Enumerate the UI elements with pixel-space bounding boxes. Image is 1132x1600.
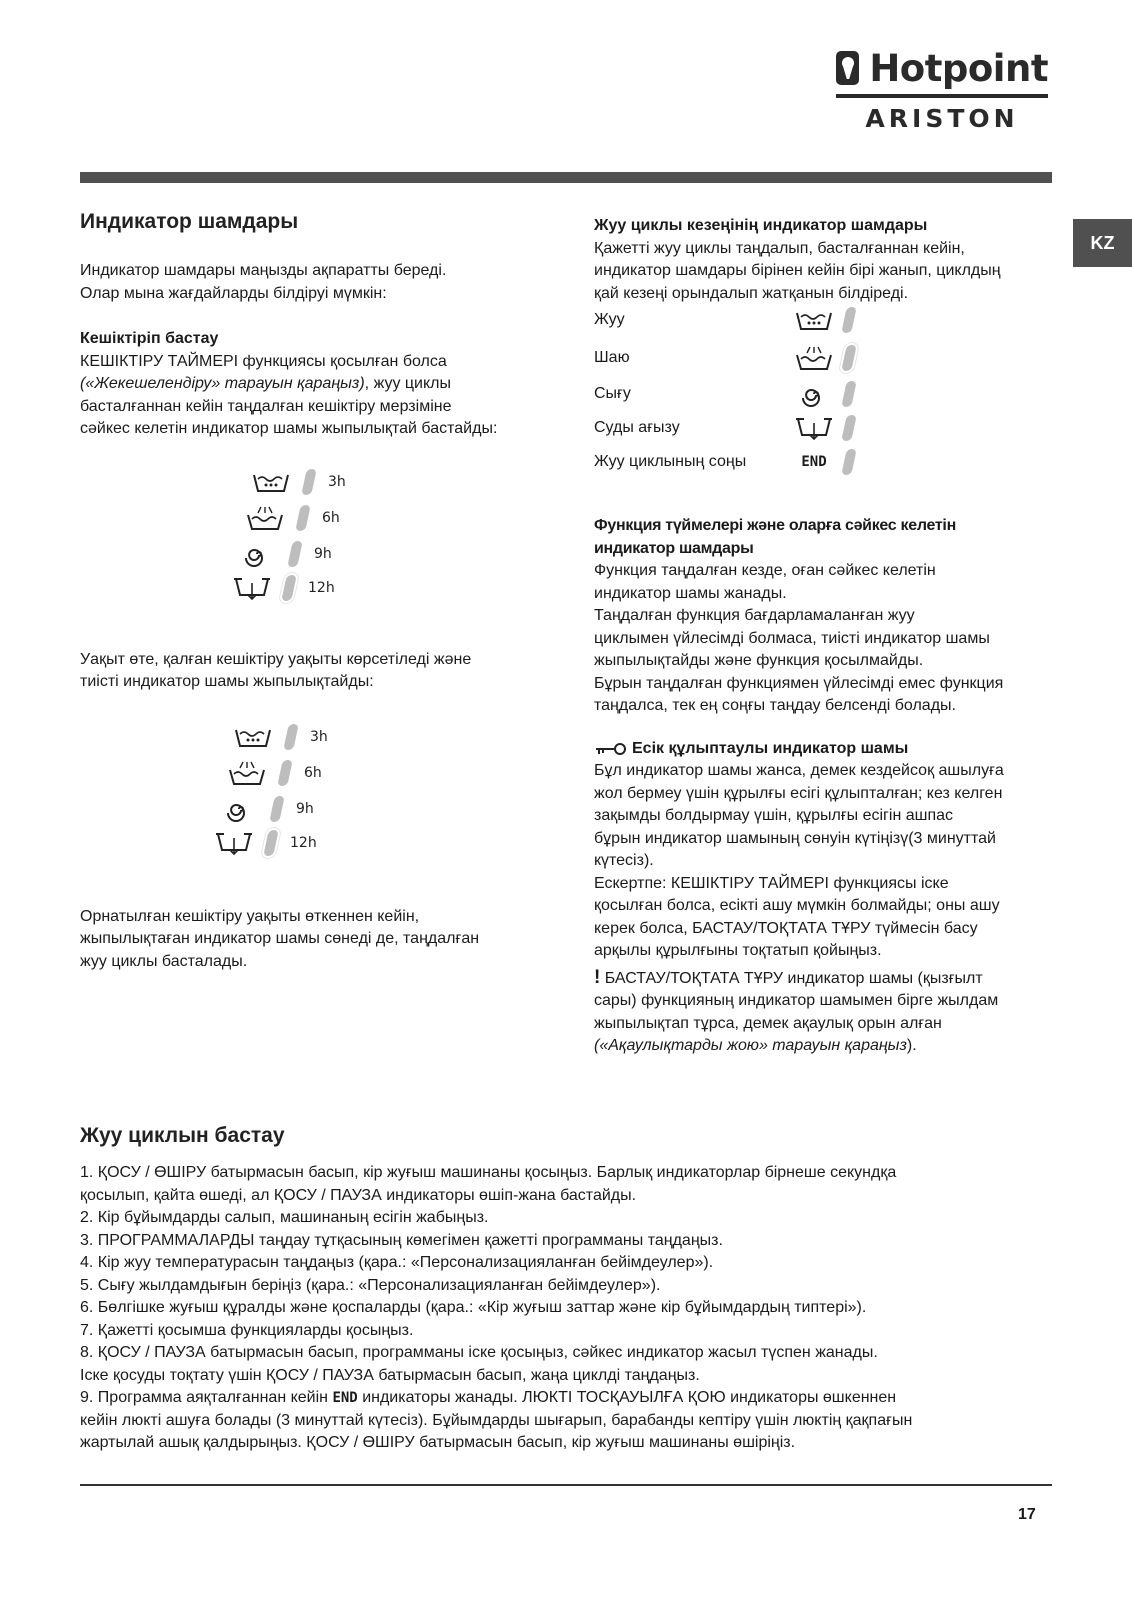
indicator-light <box>283 724 299 750</box>
phase-row-rinse <box>594 343 854 373</box>
phase-label: Жуу <box>594 311 625 328</box>
page-number: 17 <box>1018 1506 1036 1523</box>
text-line: жыпылықтайды және функция қосылмайды. <box>594 652 924 669</box>
step-line: 4. Кір жуу температурасын таңдаңыз (қара.: «Персонализацияланған бейімдеулер»). <box>80 1254 714 1271</box>
phase-icon-cell <box>784 309 844 331</box>
text-line: циклымен үйлесімді болмаса, тиісті индикатор шамы <box>594 629 990 647</box>
step-line: 2. Кір бұйымдарды салып, машинаның есігін жабыңыз. <box>80 1209 489 1226</box>
key-icon <box>594 741 628 757</box>
text-line: арқылы құрылғыны тоқтатып қойыңыз. <box>594 942 882 959</box>
hotpoint-logo-icon <box>836 51 859 85</box>
text-line: Ескертпе: КЕШІКТІРУ ТАЙМЕРІ функциясы іске <box>594 874 949 892</box>
time-passing-text <box>80 649 550 694</box>
text-line: бұрын индикатор шамының сөнуін күтіңізү(3 минуттай <box>594 829 996 847</box>
step-line: қосылып, қайта өшеді, ал ҚОСУ / ПАУЗА индикаторы өшіп-жана бастайды. <box>80 1186 637 1204</box>
timer-label: 6h <box>322 509 340 526</box>
timer-row <box>224 792 314 826</box>
brand-name: Hotpoint <box>869 46 1048 90</box>
header-bar <box>80 172 1052 183</box>
intro-text <box>80 260 550 305</box>
phase-row-wash <box>594 305 854 335</box>
text-line: Функция таңдалған кезде, оған сәйкес келетін <box>594 562 936 579</box>
text-line: Бұрын таңдалған функциямен үйлесімді емес функция <box>594 674 1004 692</box>
timer-label: 3h <box>328 473 346 490</box>
drain-icon <box>214 830 254 856</box>
lock-text <box>594 760 1054 963</box>
indicator-light <box>295 505 311 531</box>
delay-text <box>80 351 550 441</box>
text-line: сары) функцияның индикатор шамымен бірге жылдам <box>594 992 999 1009</box>
drain-icon <box>794 415 834 441</box>
indicator-light-blinking <box>263 830 279 856</box>
phase-indicator-list <box>594 305 1054 481</box>
indicator-light <box>287 541 303 567</box>
rinse-icon <box>795 345 833 371</box>
timer-label: 9h <box>314 545 332 562</box>
brand-subname: ARISTON <box>865 104 1019 133</box>
text-line: жыпылықтаған индикатор шамы сөнеді де, таңдалған <box>80 930 480 947</box>
text-line: индикатор шамы жанады. <box>594 584 787 602</box>
delay-line: сәйкес келетін индикатор шамы жыпылықтай бастайды: <box>80 420 498 437</box>
phase-label: Шаю <box>594 349 630 366</box>
indicator-light <box>269 796 285 822</box>
phase-label: Жуу циклының соңы <box>594 453 747 470</box>
indicator-light <box>301 469 317 495</box>
delay-line: КЕШІКТІРУ ТАЙМЕРІ функциясы қосылған болса <box>80 352 447 370</box>
intro-line: Олар мына жағдайларды білдіруі мүмкін: <box>80 284 387 302</box>
phase-icon-cell <box>784 454 844 470</box>
timer-row <box>252 465 346 499</box>
delay-line: басталғаннан кейін таңдалған кешіктіру мерзіміне <box>80 397 452 415</box>
phase-label: Суды ағызу <box>594 419 680 436</box>
wash-icon <box>252 471 290 493</box>
after-delay-text <box>80 906 550 974</box>
text-line: зақымды болдырмау үшін, құрылғы есігін ашпас <box>594 807 954 824</box>
text-line: Функция түймелері және оларға сәйкес келетін <box>594 517 956 534</box>
text-line: БАСТАУ/ТОҚТАТА ТҰРУ индикатор шамы (қызғылт <box>600 969 983 987</box>
timer-label: 12h <box>290 834 317 851</box>
text-line: жыпылықтап тұрса, демек ақаулық орын алған <box>594 1014 942 1032</box>
text-line: жол бермеу үшін құрылғы есігі құлыпталған; кез келген <box>594 784 1003 802</box>
step-line: 8. ҚОСУ / ПАУЗА батырмасын басып, программаны іске қосыңыз, сәйкес индикатор жасыл түспен жанады. <box>80 1344 878 1361</box>
indicator-light <box>841 449 857 475</box>
section-title-start: Жуу циклын бастау <box>80 1124 285 1147</box>
right-column <box>594 215 1054 1058</box>
text-line: Орнатылған кешіктіру уақыты өткеннен кейін, <box>80 907 420 925</box>
spin-icon <box>799 380 829 408</box>
indicator-light <box>277 760 293 786</box>
left-column <box>80 210 550 973</box>
text-line: Уақыт өте, қалған кешіктіру уақыты көрсетіледі және <box>80 650 472 668</box>
step-line: 5. Сығу жылдамдығын беріңіз (қара.: «Персонализацияланған бейімдеулер»). <box>80 1276 661 1294</box>
phase-row-spin <box>594 379 854 409</box>
wash-icon <box>795 309 833 331</box>
text-line: қай кезеңі орындалып жатқанын білдіреді. <box>594 284 909 302</box>
phase-icon-cell <box>784 415 844 441</box>
timer-row <box>214 826 317 860</box>
text-line: Бұл индикатор шамы жанса, демек кездейсоқ ашылуға <box>594 762 1004 779</box>
step-line: 6. Бөлгішке жуғыш құралды және қоспаларды (қара.: «Кір жуғыш заттар және кір бұйымдардың типтері»). <box>80 1299 867 1316</box>
text-line: таңдалса, тек ең соңғы таңдау белсенді болады. <box>594 697 956 714</box>
delay-line: , жуу циклы <box>364 375 452 392</box>
spin-icon <box>224 795 254 823</box>
text-line: ). <box>906 1037 917 1054</box>
lock-title-row <box>594 738 1054 761</box>
rinse-icon <box>228 760 266 786</box>
timer-label: 12h <box>308 579 335 596</box>
step-line: 3. ПРОГРАММАЛАРДЫ таңдау тұтқасының көмегімен қажетті программаны таңдаңыз. <box>80 1231 723 1249</box>
delay-title: Кешіктіріп бастау <box>80 330 219 347</box>
phase-icon-cell <box>784 345 844 371</box>
timer-row <box>228 756 322 790</box>
timer-row <box>234 720 328 754</box>
lock-title: Есік құлыптаулы индикатор шамы <box>632 739 909 757</box>
section-title-indicators: Индикатор шамдары <box>80 210 299 233</box>
function-title <box>594 515 1054 560</box>
end-icon: END <box>332 1390 358 1406</box>
logo-divider <box>836 94 1048 98</box>
text-line: индикатор шамдары бірінен кейін бірі жанып, циклдың <box>594 262 1001 279</box>
footer-rule <box>80 1484 1052 1486</box>
phase-row-end <box>594 447 854 477</box>
brand-logo <box>836 46 1048 136</box>
text-line: қосылған болса, есікті ашу мүмкін болмайды; оны ашу <box>594 897 1000 914</box>
step-line: кейін люкті ашуға болады (3 минуттай күтесіз). Бұйымдарды шығарып, барабанды кептіру үшін люктің қақпағын <box>80 1411 913 1429</box>
warning-text <box>594 967 1054 1058</box>
timer-label: 3h <box>310 728 328 745</box>
phase-row-drain <box>594 413 854 443</box>
drain-icon <box>232 575 272 601</box>
delay-line-italic: («Жекешелендіру» тарауын қараңыз) <box>80 375 365 392</box>
intro-line: Индикатор шамдары маңызды ақпаратты береді. <box>80 262 447 279</box>
text-line-italic: («Ақаулықтарды жою» тарауын қараңыз <box>594 1037 907 1054</box>
text-line: Таңдалған функция бағдарламаланған жуу <box>594 607 915 624</box>
warning-icon: ! <box>594 966 601 988</box>
phase-icon-cell <box>784 380 844 408</box>
text-line: индикатор шамдары <box>594 539 754 557</box>
function-text <box>594 560 1054 718</box>
step-line: жартылай ашық қалдырыңыз. ҚОСУ / ӨШІРУ батырмасын басып, кір жуғыш машинаны өшіріңіз. <box>80 1434 796 1451</box>
step-line: Іске қосуды тоқтату үшін ҚОСУ / ПАУЗА батырмасын басып, жаңа циклді таңдаңыз. <box>80 1366 700 1384</box>
indicator-light-blinking <box>281 575 297 601</box>
text-line: керек болса, БАСТАУ/ТОҚТАТА ТҰРУ түймесін басу <box>594 919 978 937</box>
text-line: күтесіз). <box>594 852 654 869</box>
rinse-icon <box>246 505 284 531</box>
timer-row <box>232 571 335 605</box>
timer-indicator-group <box>232 465 432 611</box>
timer-label: 6h <box>304 764 322 781</box>
start-cycle-section <box>80 1124 1052 1455</box>
text-line: тиісті индикатор шамы жыпылықтайды: <box>80 673 374 690</box>
step-line: индикаторы жанады. ЛЮКТІ ТОСҚАУЫЛҒА ҚОЮ индикаторы өшкеннен <box>357 1389 897 1406</box>
end-icon: END <box>801 454 827 470</box>
phase-intro <box>594 238 1054 306</box>
timer-row <box>246 501 340 535</box>
steps-list <box>80 1162 1052 1455</box>
language-tab: KZ <box>1073 219 1132 267</box>
timer-label: 9h <box>296 800 314 817</box>
wash-icon <box>234 726 272 748</box>
text-line: жуу циклы басталады. <box>80 952 248 970</box>
step-line: 1. ҚОСУ / ӨШІРУ батырмасын басып, кір жуғыш машинаны қосыңыз. Барлық индикаторлар бірнеше секундқа <box>80 1164 897 1181</box>
text-line: Қажетті жуу циклы таңдалып, басталғаннан кейін, <box>594 239 965 257</box>
phase-title: Жуу циклы кезеңінің индикатор шамдары <box>594 217 928 234</box>
step-line: 7. Қажетті қосымша функцияларды қосыңыз. <box>80 1321 414 1339</box>
phase-label: Сығу <box>594 385 631 402</box>
spin-icon <box>242 540 272 568</box>
timer-row <box>242 537 332 571</box>
step-line: 9. Программа аяқталғаннан кейін <box>80 1389 333 1406</box>
timer-indicator-group <box>214 720 414 866</box>
